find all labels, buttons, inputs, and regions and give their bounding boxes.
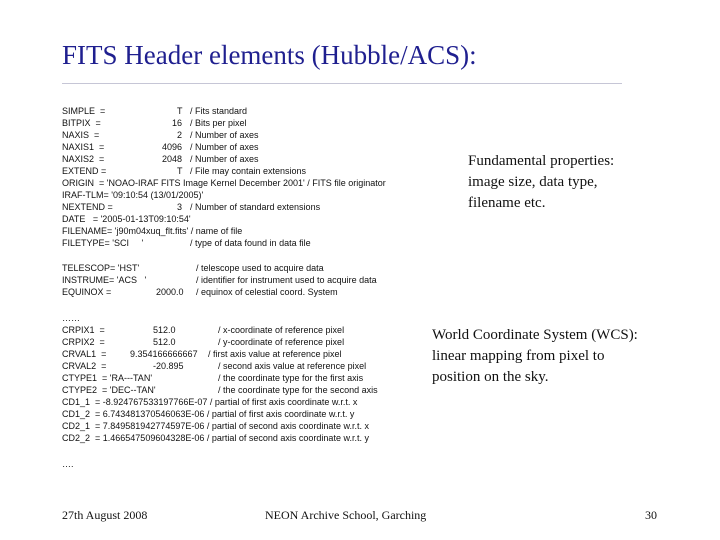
slide-title: FITS Header elements (Hubble/ACS): (62, 40, 477, 70)
header-keyword: NAXIS2 = (62, 154, 105, 164)
header-keyword: NAXIS = (62, 130, 100, 140)
header-keyword: CRVAL2 = (62, 361, 107, 371)
wcs-note (432, 325, 638, 388)
header-value: 16 (172, 118, 183, 128)
note-line: filename etc. (468, 195, 546, 211)
header-comment: / second axis value at reference pixel (218, 361, 367, 371)
header-keyword: CRPIX2 = (62, 337, 105, 347)
header-value: 9.354166666667 (130, 349, 198, 359)
header-value: T (177, 166, 183, 176)
header-comment: / telescope used to acquire data (196, 263, 324, 273)
header-comment: / the coordinate type for the first axis (218, 373, 364, 383)
header-comment: / Number of standard extensions (190, 202, 321, 212)
header-comment: / Bits per pixel (190, 118, 247, 128)
footer-page-number: 30 (645, 508, 657, 522)
header-comment: / the coordinate type for the second axis (218, 385, 378, 395)
header-value: 512.0 (153, 325, 176, 335)
header-keyword: BITPIX = (62, 118, 101, 128)
title-divider (62, 83, 622, 84)
header-value: -20.895 (153, 361, 184, 371)
header-line-text: CD1_2 = 6.743481370546063E-06 / partial of first axis coordinate w.r.t. y (62, 409, 355, 419)
header-value: 4096 (162, 142, 183, 152)
header-line-text: ORIGIN = 'NOAO-IRAF FITS Image Kernel December 2001' / FITS file originator (62, 178, 386, 188)
header-line-text: CD2_2 = 1.466547509604328E-06 / partial of second axis coordinate w.r.t. y (62, 433, 369, 443)
note-line: World Coordinate System (WCS): (432, 327, 638, 343)
header-keyword: TELESCOP= 'HST' (62, 263, 140, 273)
header-keyword: CTYPE1 = 'RA---TAN' (62, 373, 153, 383)
note-line: position on the sky. (432, 369, 549, 385)
header-line-text: CD1_1 = -8.924767533197766E-07 / partial of first axis coordinate w.r.t. x (62, 397, 358, 407)
header-value: 2 (177, 130, 183, 140)
trailing-ellipsis: …. (62, 459, 74, 469)
header-comment: / identifier for instrument used to acquire data (196, 275, 377, 285)
header-keyword: SIMPLE = (62, 106, 106, 116)
header-keyword: INSTRUME= 'ACS ' (62, 275, 147, 285)
header-value: 3 (177, 202, 183, 212)
header-comment: / Number of axes (190, 154, 259, 164)
header-comment: / File may contain extensions (190, 166, 307, 176)
header-keyword: NEXTEND = (62, 202, 113, 212)
header-value: 2000.0 (156, 287, 184, 297)
header-keyword: NAXIS1 = (62, 142, 105, 152)
header-keyword: CRVAL1 = (62, 349, 107, 359)
header-value: T (177, 106, 183, 116)
header-keyword: CRPIX1 = (62, 325, 105, 335)
header-line-text: DATE = '2005-01-13T09:10:54' (62, 214, 191, 224)
header-comment: / x-coordinate of reference pixel (218, 325, 345, 335)
header-line-text: CD2_1 = 7.849581942774597E-06 / partial of second axis coordinate w.r.t. x (62, 421, 369, 431)
header-value: 512.0 (153, 337, 176, 347)
header-comment: / y-coordinate of reference pixel (218, 337, 345, 347)
header-line-text: IRAF-TLM= '09:10:54 (13/01/2005)' (62, 190, 204, 200)
header-keyword: CTYPE2 = 'DEC--TAN' (62, 385, 156, 395)
note-line: linear mapping from pixel to (432, 348, 605, 364)
header-comment: / first axis value at reference pixel (208, 349, 342, 359)
header-comment: / Fits standard (190, 106, 248, 116)
footer-event: NEON Archive School, Garching (265, 508, 427, 522)
header-keyword: EQUINOX = (62, 287, 112, 297)
fundamental-properties-note (468, 151, 614, 214)
header-line-text: …… (62, 313, 80, 323)
footer-date: 27th August 2008 (62, 508, 148, 522)
header-comment: / Number of axes (190, 130, 259, 140)
header-comment: / type of data found in data file (190, 238, 311, 248)
note-line: Fundamental properties: (468, 153, 615, 169)
note-line: image size, data type, (468, 174, 598, 190)
header-keyword: EXTEND = (62, 166, 107, 176)
header-comment: / Number of axes (190, 142, 259, 152)
header-value: 2048 (162, 154, 183, 164)
header-keyword: FILETYPE= 'SCI ' (62, 238, 144, 248)
header-line-text: FILENAME= 'j90m04xuq_flt.fits' / name of file (62, 226, 243, 236)
header-comment: / equinox of celestial coord. System (196, 287, 338, 297)
